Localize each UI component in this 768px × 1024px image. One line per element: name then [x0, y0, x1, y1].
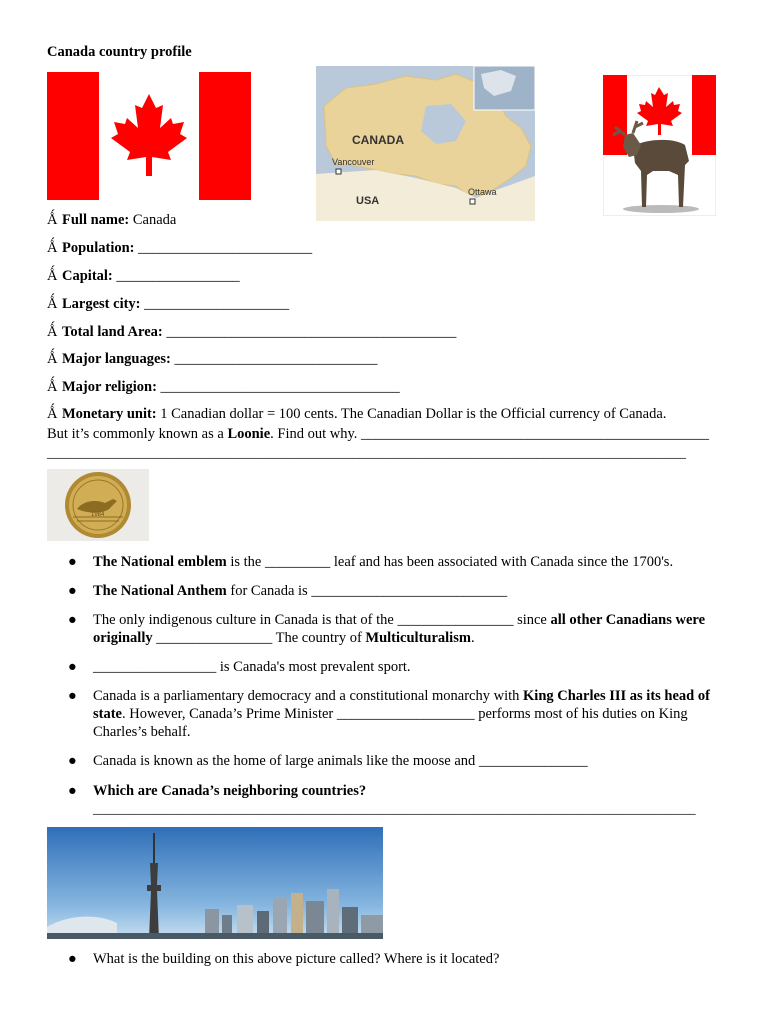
- religion-item: [47, 378, 400, 396]
- list-marker: Ǻ: [47, 379, 58, 395]
- languages-blank: ____________________________: [174, 351, 378, 367]
- monetary-text: 1 Canadian dollar = 100 cents. The Canadian Dollar is the Official currency of Canada.: [160, 406, 667, 422]
- sport-question: ● _________________ is Canada's most prevalent sport.: [68, 659, 411, 675]
- loonie-term: Loonie: [227, 426, 271, 442]
- capital-item: [47, 267, 240, 285]
- largest-city-item: [47, 295, 289, 313]
- full-name-value: Canada: [132, 212, 177, 228]
- moose-flag-image: [603, 75, 716, 216]
- languages-item: [47, 350, 378, 368]
- map-label-ottawa: Ottawa: [468, 187, 497, 197]
- sport-blank: _________________: [93, 659, 217, 675]
- toronto-skyline-image: [47, 827, 383, 939]
- animals-question: ● Canada is known as the home of large animals like the moose and _______________: [68, 753, 588, 769]
- bullet-dot: ●: [68, 951, 77, 967]
- land-area-label: Total land Area:: [62, 324, 163, 340]
- emblem-blank: _________: [264, 554, 331, 570]
- full-name-item: [47, 211, 176, 229]
- monetary-loonie-line: But it’s commonly known as a Loonie. Find out why. ________________________________________________: [47, 426, 710, 442]
- list-marker: Ǻ: [47, 406, 58, 422]
- map-label-vancouver: Vancouver: [332, 157, 375, 167]
- monetary-item: [47, 405, 666, 423]
- languages-label: Major languages:: [62, 351, 171, 367]
- list-marker: Ǻ: [47, 296, 58, 312]
- page-title: Canada country profile: [47, 44, 192, 60]
- coin-year: 1984: [91, 512, 105, 518]
- animals-blank: _______________: [478, 753, 588, 769]
- canada-map-image: [316, 66, 535, 221]
- democracy-question: ● Canada is a parliamentary democracy and a constitutional monarchy with King Charles III as its head of state. However, Canada’s Prime Minister ___________________ performs most of his duties on King Charles’s behalf.: [68, 688, 710, 740]
- map-label-canada: CANADA: [352, 133, 404, 147]
- loonie-blank: ________________________________________________: [361, 426, 710, 442]
- population-label: Population:: [62, 240, 135, 256]
- loonie-coin-image: [47, 469, 149, 541]
- prime-minister-blank: ___________________: [336, 706, 475, 722]
- neighbors-blank: __________________________________________________________________________________________: [93, 801, 696, 816]
- religion-blank: _________________________________: [160, 379, 400, 395]
- map-label-usa: USA: [356, 195, 380, 207]
- canada-flag-image: [47, 72, 251, 200]
- emblem-question: ● The National emblem is the _________ leaf and has been associated with Canada since the 1700's.: [68, 554, 674, 570]
- anthem-question: ● The National Anthem for Canada is ___________________________: [68, 583, 508, 599]
- land-area-item: [47, 323, 456, 341]
- capital-blank: _________________: [116, 268, 240, 284]
- largest-city-blank: ____________________: [144, 296, 290, 312]
- population-blank: ________________________: [138, 240, 313, 256]
- bullet-dot: ●: [68, 659, 77, 675]
- anthem-blank: ___________________________: [311, 583, 508, 599]
- bullet-dot: ●: [68, 612, 77, 628]
- neighbors-question: ● Which are Canada’s neighboring countries? __________________________________________________________________________________________: [68, 783, 696, 816]
- bullet-dot: ●: [68, 583, 77, 599]
- land-area-blank: ________________________________________: [166, 324, 457, 340]
- monetary-label: Monetary unit:: [62, 406, 157, 422]
- largest-city-label: Largest city:: [62, 296, 141, 312]
- bullet-dot: ●: [68, 688, 77, 704]
- indigenous-blank: ________________: [397, 612, 514, 628]
- list-marker: Ǻ: [47, 351, 58, 367]
- list-marker: Ǻ: [47, 212, 58, 228]
- population-item: [47, 239, 312, 257]
- capital-label: Capital:: [62, 268, 113, 284]
- bullet-dot: ●: [68, 554, 77, 570]
- religion-label: Major religion:: [62, 379, 157, 395]
- origin-blank: ________________: [152, 630, 273, 646]
- list-marker: Ǻ: [47, 324, 58, 340]
- list-marker: Ǻ: [47, 268, 58, 284]
- indigenous-question: ● The only indigenous culture in Canada is that of the ________________ since all other Canadians were originally ________________ The country of Multiculturalism.: [68, 612, 706, 646]
- bullet-dot: ●: [68, 753, 77, 769]
- full-name-label: Full name:: [62, 212, 130, 228]
- monetary-blank-line: ______________________________________________________________________________________________: [47, 445, 686, 460]
- bullet-dot: ●: [68, 783, 77, 799]
- building-question: ● What is the building on this above picture called? Where is it located?: [68, 951, 500, 967]
- list-marker: Ǻ: [47, 240, 58, 256]
